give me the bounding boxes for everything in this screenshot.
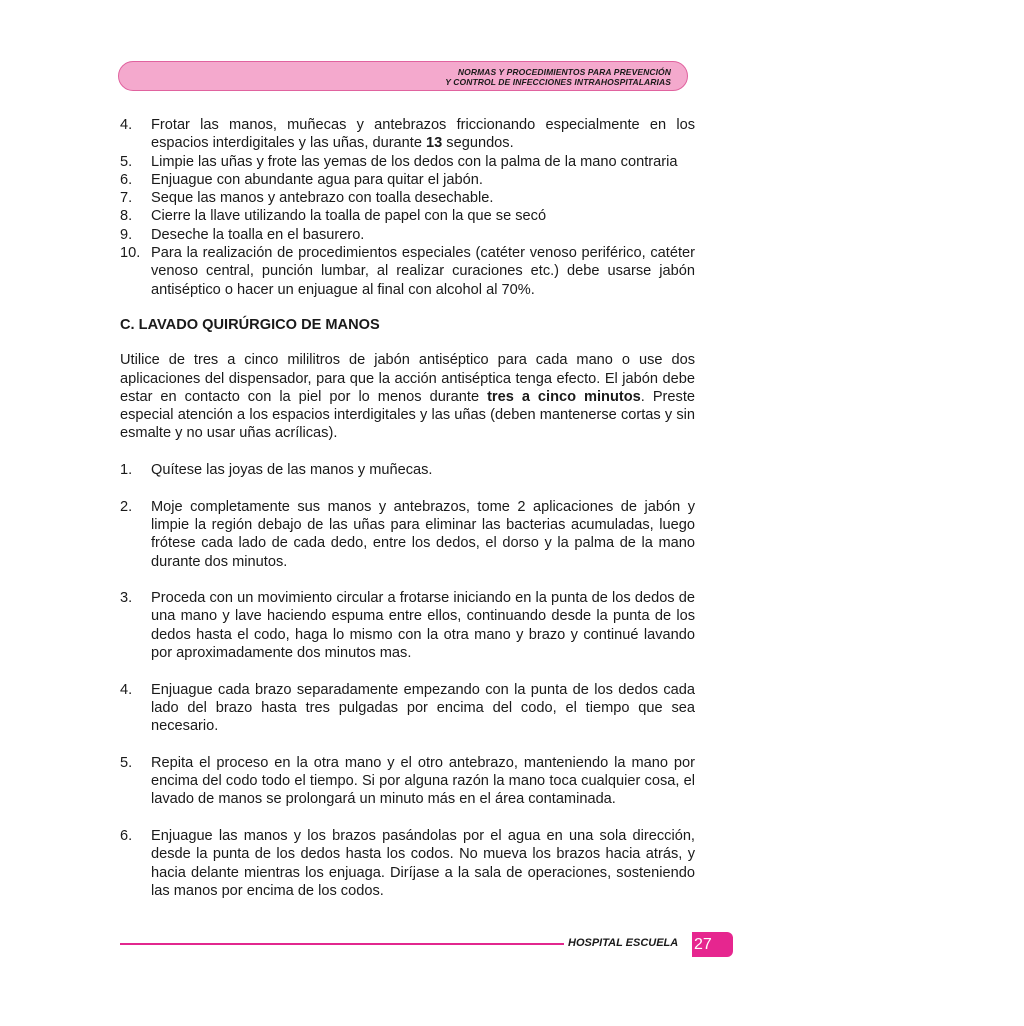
list-item <box>120 498 695 571</box>
item-number: 5. <box>120 754 133 771</box>
item-text: Para la realización de procedimientos especiales (catéter venoso periférico, catéter venoso central, punción lumbar, al realizar curaciones etc.) debe usarse jabón antiséptico o hacer un enjuague al final con alcohol al 70%. <box>151 245 695 298</box>
emphasis-text: 13 <box>426 135 443 152</box>
list-item <box>120 461 695 479</box>
item-text <box>151 116 695 153</box>
footer-rule <box>120 943 564 945</box>
page-header-banner <box>118 61 688 91</box>
item-number: 4. <box>120 117 133 133</box>
item-text: Limpie las uñas y frote las yemas de los dedos con la palma de la mano contraria <box>151 153 678 170</box>
item-number: 2. <box>120 498 133 515</box>
list-item <box>120 226 695 244</box>
list-item <box>120 754 695 809</box>
list-item <box>120 827 695 900</box>
paragraph-text-part: Utilice de tres a cinco mililitros de jabón antiséptico para cada mano o use dos aplicaciones del dispensador, para que la acción antiséptica tenga efecto. El jabón debe estar en contacto con la piel por lo menos durante <box>120 352 695 405</box>
item-number: 6. <box>120 827 133 844</box>
item-text: Enjuague cada brazo separadamente empezando con la punta de los dedos cada lado del brazo hasta tres pulgadas por encima del codo, el tiempo que sea necesario. <box>151 681 695 735</box>
list-item <box>120 116 695 153</box>
emphasis-text: tres a cinco minutos <box>487 388 641 405</box>
item-number: 4. <box>120 681 133 698</box>
item-number: 7. <box>120 190 133 207</box>
item-text: Moje completamente sus manos y antebrazos, tome 2 aplicaciones de jabón y limpie la región debajo de las uñas para eliminar las bacterias acumuladas, luego frótese cada lado de cada dedo, entre los dedos, el dorso y la palma de la mano durante dos minutos. <box>151 498 695 570</box>
item-text-part: Frotar las manos, muñecas y antebrazos friccionando especialmente en los espacios interdigitales y las uñas, durante <box>151 117 695 152</box>
item-number: 10. <box>120 245 141 262</box>
item-text: Seque las manos y antebrazo con toalla desechable. <box>151 190 494 207</box>
item-number: 6. <box>120 171 133 188</box>
section-heading: C. LAVADO QUIRÚRGICO DE MANOS <box>120 316 380 333</box>
item-number: 3. <box>120 590 133 607</box>
item-text: Proceda con un movimiento circular a frotarse iniciando en la punta de los dedos de una mano y lave haciendo espuma entre ellos, continuando desde la punta de los dedos hasta el codo, haga lo mismo con la otra mano y brazo y continué lavando por aproximadamente dos minutos mas. <box>151 590 695 662</box>
header-line-1: NORMAS Y PROCEDIMIENTOS PARA PREVENCIÓN <box>457 67 671 77</box>
list-item <box>120 171 695 189</box>
item-number: 1. <box>120 462 133 479</box>
item-text-part: segundos. <box>442 135 514 152</box>
list-item <box>120 153 695 171</box>
document-body <box>120 116 695 900</box>
item-number: 8. <box>120 208 133 225</box>
header-title <box>445 67 671 87</box>
paragraph-text-part: . Preste especial atención a los espacios interdigitales y las uñas (deben mantenerse cortas y sin esmalte y no usar uñas acrílicas). <box>120 388 695 442</box>
item-number: 5. <box>120 153 133 170</box>
item-text: Cierre la llave utilizando la toalla de papel con la que se secó <box>151 208 547 225</box>
list-item <box>120 244 695 299</box>
list-item <box>120 189 695 207</box>
item-text: Quítese las joyas de las manos y muñecas. <box>151 462 433 479</box>
list-item <box>120 589 695 662</box>
item-text: Deseche la toalla en el basurero. <box>151 226 365 243</box>
intro-paragraph <box>120 351 695 442</box>
item-text: Enjuague las manos y los brazos pasándolas por el agua en una sola dirección, desde la punta de los dedos hasta los codos. No mueva los brazos hacia atrás, y hacia delante mientras los enjuaga. Diríjase a la sala de operaciones, sosteniendo las manos por encima de los codos. <box>151 827 695 899</box>
list-item <box>120 207 695 225</box>
item-text: Repita el proceso en la otra mano y el otro antebrazo, manteniendo la mano por encima del codo todo el tiempo. Si por alguna razón la mano toca cualquier cosa, el lavado de manos se prolongará un minuto más en el área contaminada. <box>151 754 695 808</box>
item-number: 9. <box>120 226 133 243</box>
list-item <box>120 681 695 736</box>
page-number-badge: 27 <box>692 932 733 957</box>
footer-label: HOSPITAL ESCUELA <box>568 937 679 949</box>
header-line-2: Y CONTROL DE INFECCIONES INTRAHOSPITALARIAS <box>445 77 671 87</box>
item-text: Enjuague con abundante agua para quitar el jabón. <box>151 171 483 188</box>
